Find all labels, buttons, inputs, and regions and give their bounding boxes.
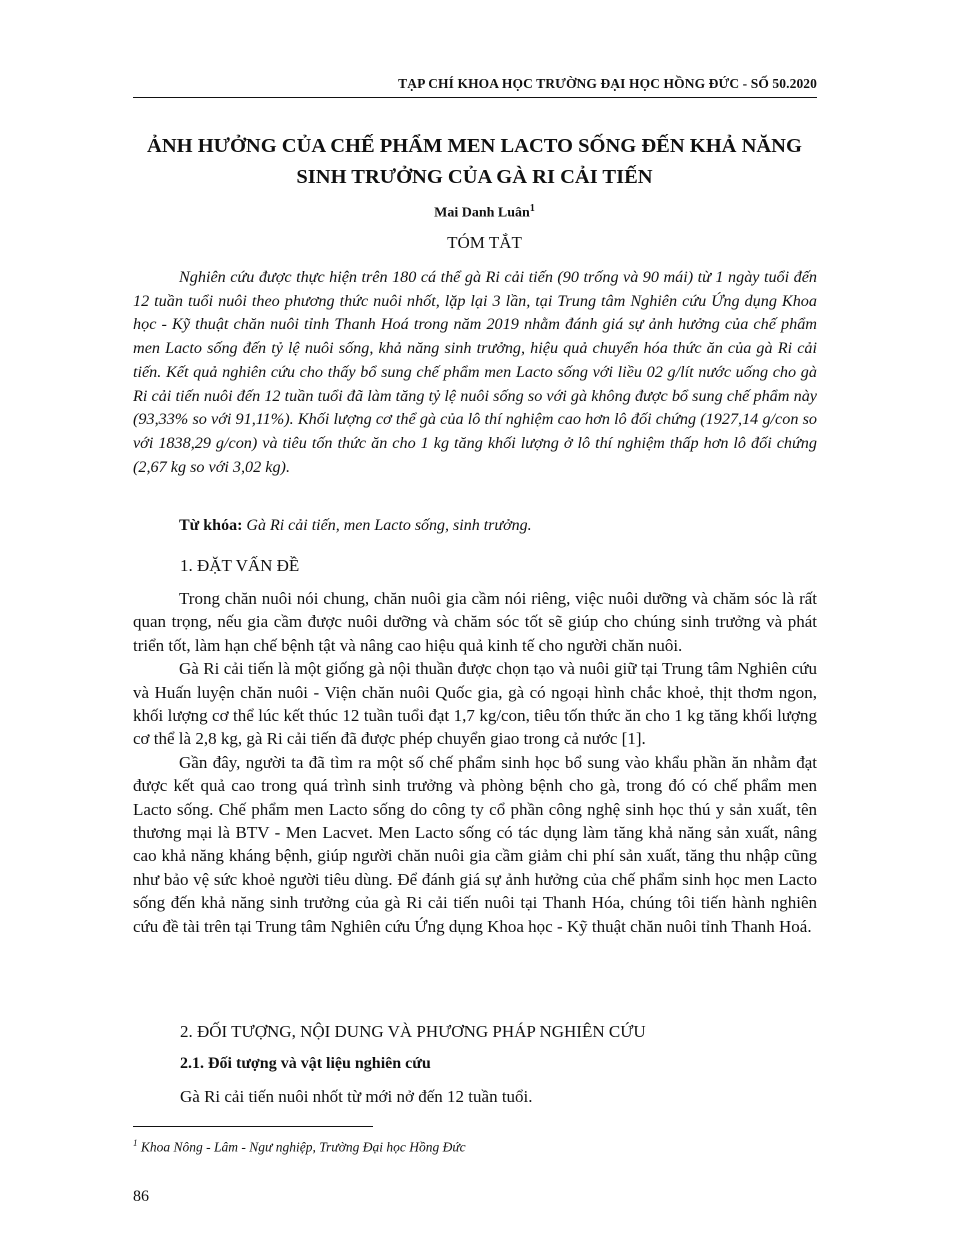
footnote-text: Khoa Nông - Lâm - Ngư nghiệp, Trường Đại học Hồng Đức	[137, 1139, 466, 1155]
abstract-heading: TÓM TẮT	[447, 233, 522, 252]
keywords-line	[179, 517, 532, 535]
section-1-paragraph: Gần đây, người ta đã tìm ra một số chế phẩm sinh học bổ sung vào khẩu phần ăn nhằm đạt được kết quả cao trong quá trình sinh trưởng và phòng bệnh cho gà, trong đó có chế phẩm men Lacto sống. Chế phẩm men Lacto sống do công ty cổ phần công nghệ sinh học thú y sản xuất, tên thương mại là BTV - Men Lacvet. Men Lacto sống có tác dụng làm tăng khả năng sản xuất, nâng cao khả năng kháng bệnh, giúp người chăn nuôi gia cầm giảm chi phí sản xuất, tăng thu nhập cũng như bảo vệ sức khoẻ người tiêu dùng. Để đánh giá sự ảnh hưởng của chế phẩm sinh học men Lacto sống đến khả năng sinh trưởng của gà Ri cải tiến nuôi tại Thanh Hóa, chúng tôi tiến hành nghiên cứu đề tài trên tại Trung tâm Nghiên cứu Ứng dụng Khoa học - Kỹ thuật chăn nuôi tỉnh Thanh Hoá.	[133, 752, 817, 936]
subsection-2-1-text: Gà Ri cải tiến nuôi nhốt từ mới nở đến 12 tuần tuổi.	[180, 1087, 533, 1106]
keywords-text: Gà Ri cải tiến, men Lacto sống, sinh trưởng.	[242, 517, 532, 534]
footnote	[133, 1138, 466, 1156]
subsection-2-1-heading: 2.1. Đối tượng và vật liệu nghiên cứu	[180, 1055, 431, 1072]
footnote-divider	[133, 1126, 373, 1127]
header-divider	[133, 97, 817, 98]
section-2-heading: 2. ĐỐI TƯỢNG, NỘI DUNG VÀ PHƯƠNG PHÁP NGHIÊN CỨU	[180, 1022, 646, 1041]
author-affiliation-mark: 1	[529, 203, 535, 214]
section-1-heading: 1. ĐẶT VẤN ĐỀ	[180, 556, 300, 575]
article-title: ẢNH HƯỞNG CỦA CHẾ PHẨM MEN LACTO SỐNG ĐẾN KHẢ NĂNG SINH TRƯỞNG CỦA GÀ RI CẢI TIẾN	[147, 135, 802, 188]
author-line	[0, 203, 969, 222]
section-1-paragraph: Trong chăn nuôi nói chung, chăn nuôi gia cầm nói riêng, việc nuôi dưỡng và chăm sóc là rất quan trọng, nếu gia cầm được nuôi dưỡng và chăm sóc tốt sẽ giúp cho chúng sinh trưởng và phát triển tốt, làm hạn chế bệnh tật và nâng cao hiệu quả kinh tế cho người chăn nuôi.	[133, 589, 817, 655]
footnote-mark: 1	[133, 1138, 138, 1148]
journal-header: TẠP CHÍ KHOA HỌC TRƯỜNG ĐẠI HỌC HỒNG ĐỨC - SỐ 50.2020	[398, 76, 817, 91]
abstract-text: Nghiên cứu được thực hiện trên 180 cá thể gà Ri cải tiến (90 trống và 90 mái) từ 1 ngày tuổi đến 12 tuần tuổi nuôi theo phương thức nuôi nhốt, lặp lại 3 lần, tại Trung tâm Nghiên cứu Ứng dụng Khoa học - Kỹ thuật chăn nuôi tỉnh Thanh Hoá trong năm 2019 nhằm đánh giá sự ảnh hưởng của chế phẩm men Lacto sống đến tỷ lệ nuôi sống, khả năng sinh trưởng, hiệu quả chuyển hóa thức ăn của gà Ri cải tiến. Kết quả nghiên cứu cho thấy bổ sung chế phẩm men Lacto sống với liều 02 g/lít nước uống cho gà Ri cải tiến nuôi đến 12 tuần tuổi đã làm tăng tỷ lệ nuôi sống so với gà không được bổ sung chế phẩm này (93,33% so với 91,11%). Khối lượng cơ thể gà của lô thí nghiệm cao hơn lô đối chứng (1927,14 g/con so với 1838,29 g/con) và tiêu tốn thức ăn cho 1 kg tăng khối lượng ở lô thí nghiệm thấp hơn lô đối chứng (2,67 kg so với 3,02 kg).	[133, 268, 817, 476]
keywords-label: Từ khóa:	[179, 517, 243, 534]
section-1-paragraph: Gà Ri cải tiến là một giống gà nội thuần được chọn tạo và nuôi giữ tại Trung tâm Nghiên cứu và Huấn luyện chăn nuôi - Viện chăn nuôi Quốc gia, gà có ngoại hình chắc khoẻ, thịt thơm ngon, khối lượng cơ thể lúc kết thúc 12 tuần tuổi đạt 1,7 kg/con, tiêu tốn thức ăn cho 1 kg tăng khối lượng cơ thể là 2,8 kg, gà Ri cải tiến đã được phép chuyển giao trong cả nước [1].	[133, 659, 817, 749]
author-name: Mai Danh Luân	[434, 205, 530, 221]
section-1-body	[133, 587, 817, 938]
page-number: 86	[133, 1188, 149, 1205]
